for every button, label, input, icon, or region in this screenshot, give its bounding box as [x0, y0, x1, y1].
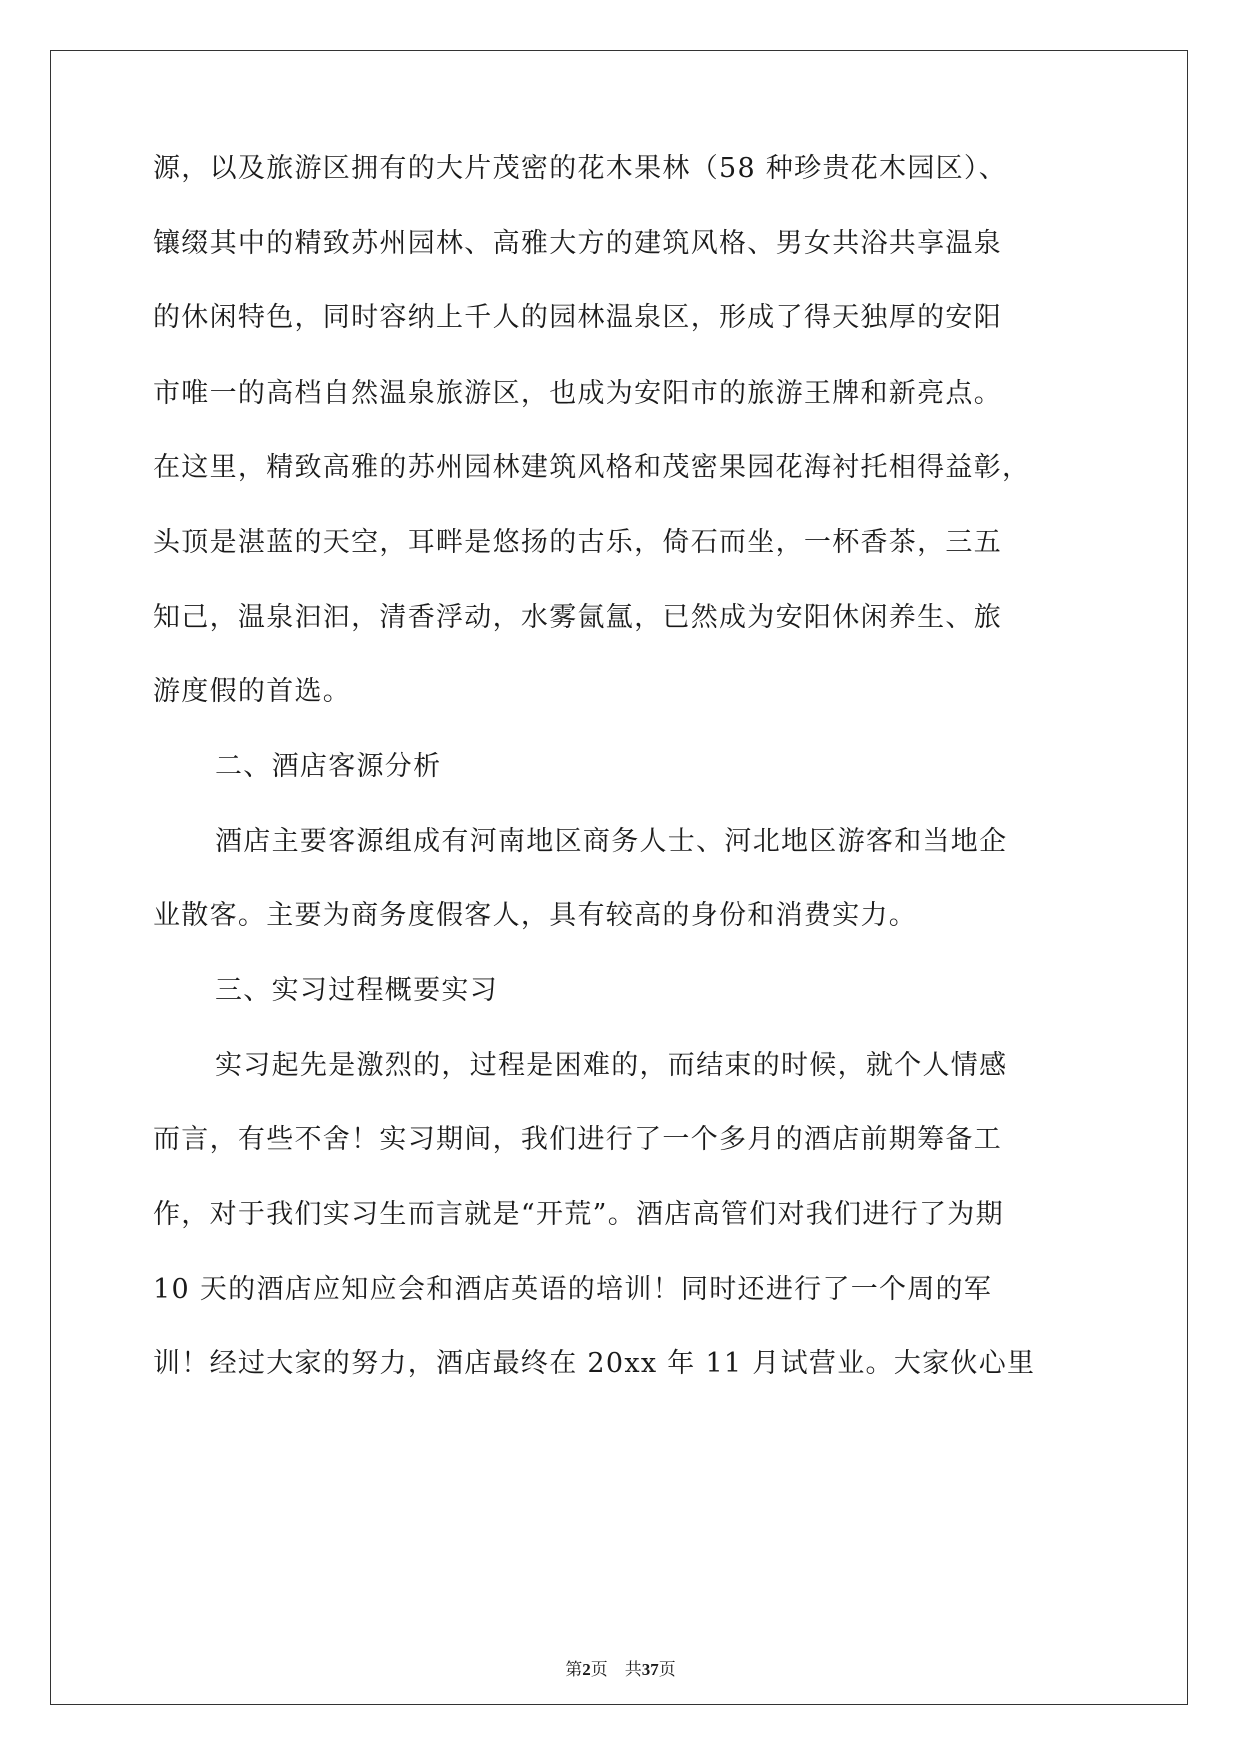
page-border: [50, 50, 1188, 1705]
text-line-17: 训！经过大家的努力，酒店最终在 20xx 年 11 月试营业。大家伙心里: [153, 1348, 1036, 1379]
text-line-2: 镶缀其中的精致苏州园林、高雅大方的建筑风格、男女共浴共享温泉: [153, 228, 1002, 259]
text-line-13: 实习起先是激烈的，过程是困难的，而结束的时候，就个人情感: [215, 1050, 1008, 1081]
text-line-11: 业散客。主要为商务度假客人，具有较高的身份和消费实力。: [153, 900, 918, 931]
text-line-4: 市唯一的高档自然温泉旅游区，也成为安阳市的旅游王牌和新亮点。: [153, 378, 1002, 409]
text-line-7: 知己，温泉汩汩，清香浮动，水雾氤氲，已然成为安阳休闲养生、旅: [153, 602, 1002, 633]
footer-total-suffix: 页: [658, 1660, 676, 1679]
text-line-6: 头顶是湛蓝的天空，耳畔是悠扬的古乐，倚石而坐，一杯香茶，三五: [153, 527, 1002, 558]
text-line-5: 在这里，精致高雅的苏州园林建筑风格和茂密果园花海衬托相得益彰，: [153, 452, 1031, 483]
text-line-14: 而言，有些不舍！实习期间，我们进行了一个多月的酒店前期筹备工: [153, 1124, 1002, 1155]
page-footer: [0, 1655, 1241, 1680]
footer-page-number: 2: [582, 1660, 591, 1679]
footer-total-prefix: 共: [624, 1660, 642, 1679]
footer-total-pages: 37: [641, 1660, 659, 1679]
text-line-16: 10 天的酒店应知应会和酒店英语的培训！同时还进行了一个周的军: [153, 1274, 993, 1305]
text-line-8: 游度假的首选。: [153, 676, 352, 707]
footer-page-prefix: 第: [565, 1660, 583, 1679]
text-line-3: 的休闲特色，同时容纳上千人的园林温泉区，形成了得天独厚的安阳: [153, 302, 1002, 333]
text-line-15: 作，对于我们实习生而言就是“开荒”。酒店高管们对我们进行了为期: [153, 1199, 1004, 1230]
section-heading-2: 二、酒店客源分析: [215, 751, 442, 782]
text-line-1: 源，以及旅游区拥有的大片茂密的花木果林（58 种珍贵花木园区）、: [153, 153, 1008, 184]
footer-page-suffix: 页: [590, 1660, 608, 1679]
text-line-10: 酒店主要客源组成有河南地区商务人士、河北地区游客和当地企: [215, 826, 1008, 857]
section-heading-3: 三、实习过程概要实习: [215, 975, 498, 1006]
